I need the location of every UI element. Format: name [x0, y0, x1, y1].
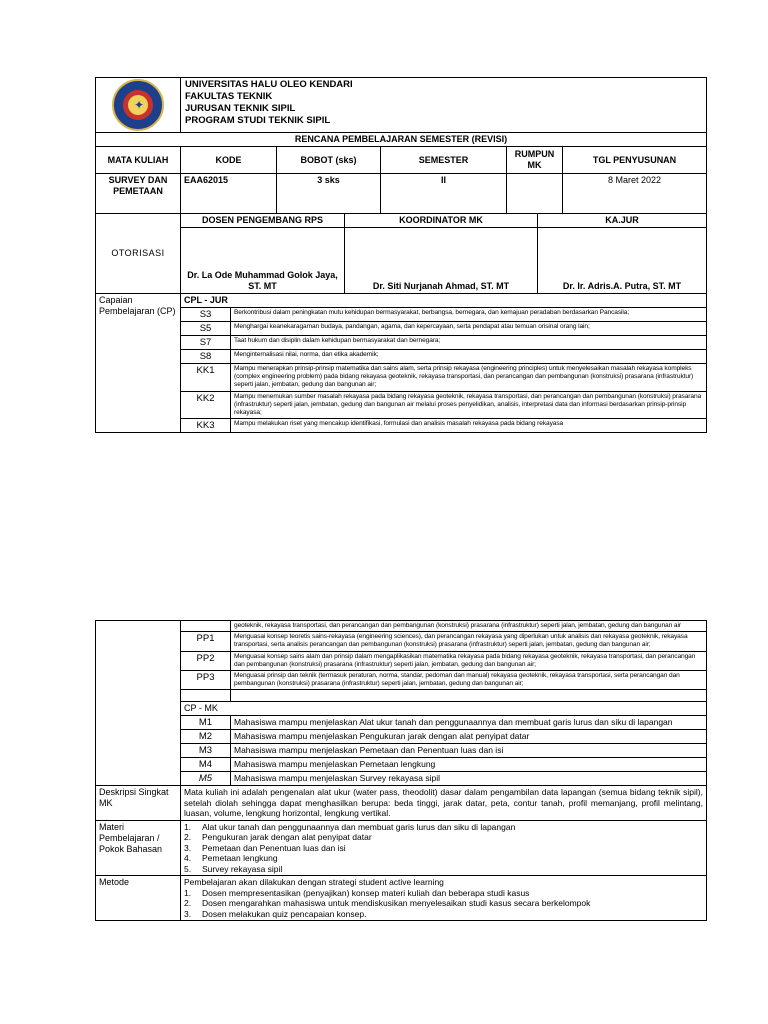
cp-continued-table: [95, 620, 707, 786]
materi-list: [181, 820, 707, 876]
materi-item: [184, 853, 703, 864]
cpl-text-s8: Menginternalisasi nilai, norma, dan etika akademik;: [231, 350, 707, 364]
cpl-text-s5: Menghargai keanekaragaman budaya, pandangan, agama, dan kepercayaan, serta pendapat atau temuan orisinal orang lain;: [231, 322, 707, 336]
university-header: [181, 78, 707, 133]
materi-item: [184, 832, 703, 843]
rps-header-table: [95, 77, 707, 214]
metode-item: [184, 888, 703, 899]
auth-name-koordinator: Dr. Siti Nurjanah Ahmad, ST. MT: [345, 228, 538, 294]
materi-num: 2.: [184, 832, 192, 843]
spacer-cell-b: [231, 690, 707, 702]
cpl-code-kk2: KK2: [181, 391, 231, 419]
cpl-header: CPL - JUR: [181, 294, 707, 308]
cpl-code-s5: S5: [181, 322, 231, 336]
cpl-code-kk1: KK1: [181, 364, 231, 392]
cpl-text-kk2: Mampu menemukan sumber masalah rekayasa pada bidang rekayasa geoteknik, rekayasa transportasi, dan perancangan dan pembangunan (konstruksi) prasarana (infrastruktur) seperti jalan, jembatan, gedung dan bangunan air melalui proses penyelidikan, analisis, interpretasi data dan informasi berdasarkan prinsip-prinsip rekayasa;: [231, 391, 707, 419]
auth-header-koordinator: KOORDINATOR MK: [345, 214, 538, 228]
metode-text: Dosen mengarahkan mahasiswa untuk mendiskusikan menyelesaikan studi kasus secara berkelompok: [202, 898, 591, 909]
materi-item: [184, 843, 703, 854]
cpl-text-s3: Berkontribusi dalam peningkatan mutu kehidupan bermasyarakat, berbangsa, bernegara, dan kemajuan peradaban berdasarkan Pancasila;: [231, 308, 707, 322]
header-line-department: JURUSAN TEKNIK SIPIL: [185, 103, 296, 114]
cpmk-text-m4: Mahasiswa mampu menjelaskan Pemetaan lengkung: [231, 758, 707, 772]
continued-code-empty: [181, 621, 231, 632]
metode-num: 3.: [184, 908, 192, 919]
metode-num: 1.: [184, 887, 192, 898]
cp-label: Capaian Pembelajaran (CP): [96, 294, 181, 433]
cp-table: [95, 293, 707, 433]
header-kode: KODE: [181, 147, 277, 174]
spacer-cell-a: [181, 690, 231, 702]
header-tgl-penyusunan: TGL PENYUSUNAN: [563, 147, 707, 174]
value-kode: EAA62015: [181, 174, 277, 214]
cpl-text-kk1: Mampu menerapkan prinsip-prinsip matematika dan sains alam, serta prinsip rekayasa (engineering principles) untuk menyelesaikan masalah rekayasa kompleks (complex engineering problem) pada bidang rekayasa geoteknik, rekayasa transportasi, dan perancangan dan pembangunan (konstruksi) prasarana (infrastruktur) seperti jalan, jembatan, gedung dan bangunan air;: [231, 364, 707, 392]
materi-num: 3.: [184, 842, 192, 853]
materi-item: [184, 822, 703, 833]
metode-text: Dosen mempresentasikan (penyajikan) konsep materi kuliah dan beberapa studi kasus: [202, 887, 530, 898]
value-semester: II: [381, 174, 507, 214]
pp-text-pp3: Menguasai prinsip dan teknik (termasuk peraturan, norma, standar, pedoman dan manual) rekayasa geoteknik, rekayasa transportasi, serta perancangan dan pembangunan (konstruksi) prasarana (infrastruktur) seperti jalan, jembatan, gedung dan bangunan air;: [231, 671, 707, 690]
materi-text: Pemetaan lengkung: [202, 853, 278, 864]
cpmk-header: CP - MK: [181, 702, 707, 716]
header-line-program: PROGRAM STUDI TEKNIK SIPIL: [185, 115, 331, 126]
header-bobot: BOBOT (sks): [277, 147, 381, 174]
metode-item: [184, 898, 703, 909]
materi-item: [184, 864, 703, 875]
cpl-code-kk3: KK3: [181, 419, 231, 433]
logo-cell: [96, 78, 181, 133]
metode-text: Dosen melakukan quiz pencapaian konsep.: [202, 908, 367, 919]
cpmk-code-m1: M1: [181, 716, 231, 730]
cpl-text-s7: Taat hukum dan disiplin dalam kehidupan bermasyarakat dan bernegara;: [231, 336, 707, 350]
pp-code-pp1: PP1: [181, 632, 231, 651]
auth-name-kajur: Dr. Ir. Adris.A. Putra, ST. MT: [538, 228, 707, 294]
value-bobot: 3 sks: [277, 174, 381, 214]
authorization-table: [95, 213, 707, 294]
value-mata-kuliah: SURVEY DAN PEMETAAN: [96, 174, 181, 214]
header-semester: SEMESTER: [381, 147, 507, 174]
cpmk-code-m3: M3: [181, 744, 231, 758]
value-tgl-penyusunan: 8 Maret 2022: [563, 174, 707, 214]
cpmk-text-m5: Mahasiswa mampu menjelaskan Survey rekayasa sipil: [231, 772, 707, 786]
cpl-code-s8: S8: [181, 350, 231, 364]
cpmk-code-m4: M4: [181, 758, 231, 772]
description-label: Deskripsi Singkat MK: [96, 786, 181, 821]
auth-header-kajur: KA.JUR: [538, 214, 707, 228]
description-text: Mata kuliah ini adalah pengenalan alat ukur (water pass, theodolit) dasar dalam pengambilan data lapangan (semua bidang teknik sipil), setelah diolah sehingga dapat menghasilkan berupa: beda tinggi, jarak datar, peta, contur tanah, profil memanjang, profil melintang, luasan, volume, lengkung horizontal, lengkung vertikal.: [181, 786, 707, 821]
materi-num: 1.: [184, 821, 192, 832]
cpmk-code-m5: M5: [181, 772, 231, 786]
document-title: RENCANA PEMBELAJARAN SEMESTER (REVISI): [96, 133, 707, 147]
pp-text-pp2: Menguasai konsep sains alam dan prinsip dalam mengaplikasikan matematika rekayasa pada bidang rekayasa geoteknik, rekayasa transportasi, dan perancangan dan pembangunan (konstruksi) prasarana (infrastruktur) seperti jalan, jembatan, gedung dan bangunan air;: [231, 651, 707, 670]
metode-intro: Pembelajaran akan dilakukan dengan strategi student active learning: [184, 877, 444, 888]
materi-text: Pengukuran jarak dengan alat penyipat datar: [202, 832, 372, 843]
header-mata-kuliah: MATA KULIAH: [96, 147, 181, 174]
header-line-university: UNIVERSITAS HALU OLEO KENDARI: [185, 79, 353, 90]
materi-label: Materi Pembelajaran / Pokok Bahasan: [96, 820, 181, 876]
materi-text: Pemetaan dan Penentuan luas dan isi: [202, 842, 346, 853]
value-rumpun-mk: [507, 174, 563, 214]
cpl-code-s3: S3: [181, 308, 231, 322]
cpl-text-kk3: Mampu melakukan riset yang mencakup identifikasi, formulasi dan analisis masalah rekayasa pada bidang rekayasa: [231, 419, 707, 433]
rps-page-2: [95, 620, 706, 921]
pp-code-pp2: PP2: [181, 651, 231, 670]
cpmk-text-m3: Mahasiswa mampu menjelaskan Pemetaan dan Penentuan luas dan isi: [231, 744, 707, 758]
cpmk-code-m2: M2: [181, 730, 231, 744]
pp-code-pp3: PP3: [181, 671, 231, 690]
cpmk-text-m1: Mahasiswa mampu menjelaskan Alat ukur tanah dan penggunaannya dan membuat garis lurus dan siku di lapangan: [231, 716, 707, 730]
cpmk-text-m2: Mahasiswa mampu menjelaskan Pengukuran jarak dengan alat penyipat datar: [231, 730, 707, 744]
materi-text: Alat ukur tanah dan penggunaannya dan membuat garis lurus dan siku di lapangan: [202, 821, 516, 832]
materi-text: Survey rekayasa sipil: [202, 863, 283, 874]
auth-header-dosen: DOSEN PENGEMBANG RPS: [181, 214, 345, 228]
continued-text: geoteknik, rekayasa transportasi, dan perancangan dan pembangunan (konstruksi) prasarana (infrastruktur) seperti jalan, jembatan, gedung dan bangunan air: [231, 621, 707, 632]
metode-num: 2.: [184, 898, 192, 909]
otorisasi-label: OTORISASI: [96, 214, 181, 294]
metode-item: [184, 909, 703, 920]
pp-text-pp1: Menguasai konsep teoretis sains-rekayasa (engineering sciences), dan perancangan rekayasa yang diperlukan untuk analisis dan rekayasa geoteknik, rekayasa transportasi, serta analisis perancangan dan pembangunan (konstruksi) prasarana (infrastruktur) seperti jalan, jembatan, gedung dan bangunan air;: [231, 632, 707, 651]
course-detail-table: [95, 785, 707, 921]
rps-page-1: [95, 77, 706, 433]
cpl-code-s7: S7: [181, 336, 231, 350]
header-rumpun-mk: RUMPUN MK: [507, 147, 563, 174]
cp-label-continued: [96, 621, 181, 786]
materi-num: 5.: [184, 863, 192, 874]
materi-num: 4.: [184, 853, 192, 864]
university-seal-icon: ✦: [112, 79, 164, 131]
header-line-faculty: FAKULTAS TEKNIK: [185, 91, 273, 102]
auth-name-dosen: Dr. La Ode Muhammad Golok Jaya, ST. MT: [181, 228, 345, 294]
metode-label: Metode: [96, 876, 181, 921]
metode-list: [181, 876, 707, 921]
